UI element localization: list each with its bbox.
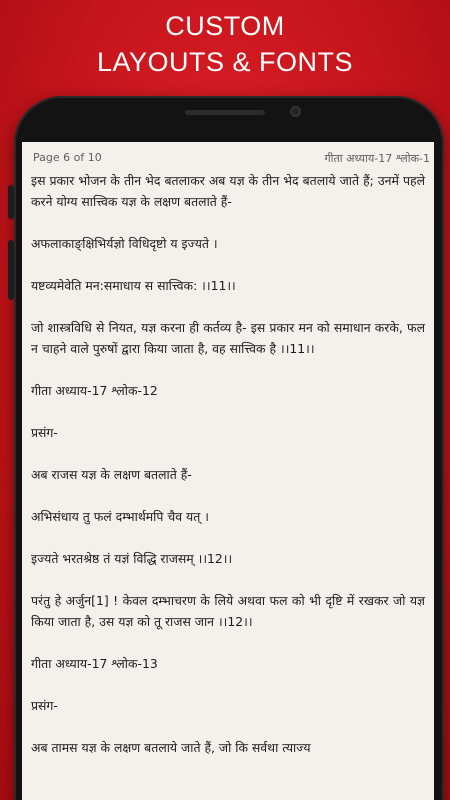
promo-headline-line2: LAYOUTS & FONTS bbox=[96, 47, 354, 77]
reader-paragraph: अब राजस यज्ञ के लक्षण बतलाते हैं- bbox=[31, 467, 192, 482]
phone-camera bbox=[290, 106, 301, 117]
reader-content[interactable] bbox=[31, 170, 425, 779]
phone-side-button bbox=[8, 240, 14, 300]
reader-paragraph: अफलाकाङ्क्षिभिर्यज्ञो विधिदृष्टो य इज्यते । bbox=[31, 236, 218, 251]
reader-paragraph: अब तामस यज्ञ के लक्षण बतलाये जाते हैं, जो कि सर्वथा त्याज्य bbox=[31, 740, 311, 755]
reader-paragraph: प्रसंग- bbox=[31, 698, 58, 713]
chapter-indicator: गीता अध्याय-17 श्लोक-1 bbox=[324, 152, 430, 165]
reader-screen[interactable] bbox=[22, 142, 434, 800]
phone-speaker bbox=[185, 110, 265, 115]
reader-paragraph: इज्यते भरतश्रेष्ठ तं यज्ञं विद्धि राजसम् ।।12।। bbox=[31, 551, 233, 566]
reader-paragraph: इस प्रकार भोजन के तीन भेद बतलाकर अब यज्ञ के तीन भेद बतलाये जाते हैं; उनमें पहले करने योग्य सात्त्विक यज्ञ के लक्षण बतलाते हैं- bbox=[31, 173, 425, 209]
phone-side-button bbox=[8, 185, 14, 219]
reader-paragraph: गीता अध्याय-17 श्लोक-13 bbox=[31, 656, 158, 671]
reader-paragraph: अभिसंधाय तु फलं दम्भार्थमपि चैव यत् । bbox=[31, 509, 209, 524]
reader-paragraph: गीता अध्याय-17 श्लोक-12 bbox=[31, 383, 158, 398]
reader-paragraph: परंतु हे अर्जुन[1] ! केवल दम्भाचरण के लिये अथवा फल को भी दृष्टि में रखकर जो यज्ञ किया जाता है, उस यज्ञ को तू राजस जान ।।12।। bbox=[31, 593, 425, 629]
reader-paragraph: जो शास्त्रविधि से नियत, यज्ञ करना ही कर्तव्य है- इस प्रकार मन को समाधान करके, फल न चाहने वाले पुरुषों द्वारा किया जाता है, वह सात्त्विक है ।।11।। bbox=[31, 320, 425, 356]
reader-paragraph: प्रसंग- bbox=[31, 425, 58, 440]
page-indicator: Page 6 of 10 bbox=[33, 151, 102, 164]
promo-headline-line1: CUSTOM bbox=[165, 11, 285, 41]
reader-page-bar bbox=[22, 142, 434, 170]
reader-paragraph: यष्टव्यमेवेति मन:समाधाय स सात्त्विक: ।।11।। bbox=[31, 278, 236, 293]
promo-headline bbox=[0, 8, 450, 80]
